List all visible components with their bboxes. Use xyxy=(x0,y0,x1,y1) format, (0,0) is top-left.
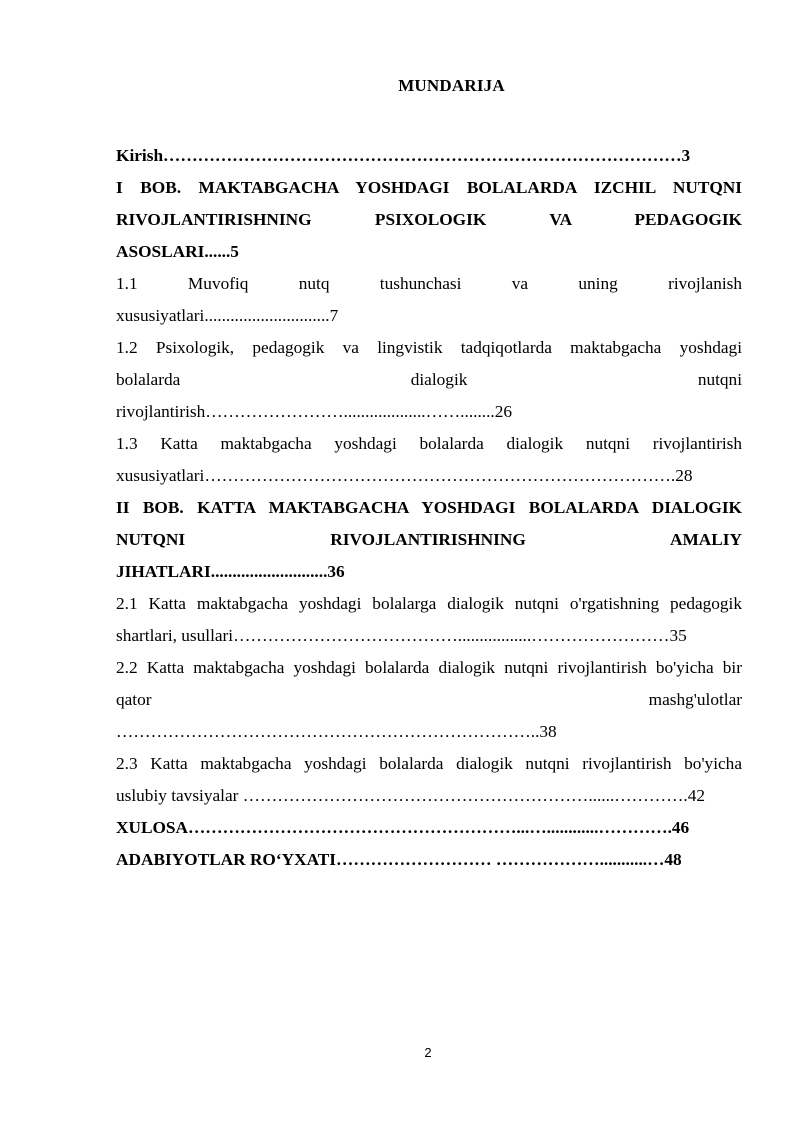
toc-text: rivojlantirish……………………...................……........26 xyxy=(116,402,513,421)
toc-text: qator mashg'ulotlar xyxy=(116,690,742,709)
toc-text: JIHATLARI...........................36 xyxy=(116,562,345,581)
toc-entry-xulosa xyxy=(116,812,742,844)
toc-text: bolalarda dialogik nutqni xyxy=(116,370,742,389)
toc-entry-1-2 xyxy=(116,332,742,428)
toc-text: 1.2 Psixologik, pedagogik va lingvistik tadqiqotlarda maktabgacha yoshdagi xyxy=(116,338,742,357)
toc-text: II BOB. KATTA MAKTABGACHA YOSHDAGI BOLALARDA DIALOGIK xyxy=(116,498,742,517)
toc-text: ADABIYOTLAR RO‘YXATI……………………… ………………...........…48 xyxy=(116,850,682,869)
toc-text: ASOSLARI......5 xyxy=(116,242,239,261)
toc-entry-chapter-2 xyxy=(116,492,742,588)
toc-text: shartlari, usullari………………………………….................……………………35 xyxy=(116,626,687,645)
toc-text: xususiyatlari.............................7 xyxy=(116,306,339,325)
toc-text: Kirish………………………………………………………………………………3 xyxy=(116,146,691,165)
toc-text: 2.1 Katta maktabgacha yoshdagi bolalarga dialogik nutqni o'rgatishning pedagogik xyxy=(116,594,742,613)
page-title: MUNDARIJA xyxy=(398,76,505,95)
toc-entry-adabiyotlar xyxy=(116,844,742,876)
toc-text: 1.3 Katta maktabgacha yoshdagi bolalarda dialogik nutqni rivojlantirish xyxy=(116,434,742,453)
toc-text: xususiyatlari……………………………………………………………………….28 xyxy=(116,466,693,485)
toc-entry-kirish xyxy=(116,140,742,172)
toc-text: NUTQNI RIVOJLANTIRISHNING AMALIY xyxy=(116,530,742,549)
toc-entry-chapter-1 xyxy=(116,172,742,268)
toc-text: RIVOJLANTIRISHNING PSIXOLOGIK VA PEDAGOGIK xyxy=(116,210,742,229)
toc-text: I BOB. MAKTABGACHA YOSHDAGI BOLALARDA IZCHIL NUTQNI xyxy=(116,178,742,197)
toc-entry-2-3 xyxy=(116,748,742,812)
toc-text: 2.3 Katta maktabgacha yoshdagi bolalarda dialogik nutqni rivojlantirish bo'yicha xyxy=(116,754,742,773)
toc-entry-1-1 xyxy=(116,268,742,332)
toc-text: ………………………………………………………………..38 xyxy=(116,722,557,741)
toc-entry-2-2 xyxy=(116,652,742,748)
table-of-contents xyxy=(116,140,742,876)
page-number: 2 xyxy=(424,1045,432,1060)
toc-entry-1-3 xyxy=(116,428,742,492)
toc-text: 2.2 Katta maktabgacha yoshdagi bolalarda dialogik nutqni rivojlantirish bo'yicha bir xyxy=(116,658,742,677)
toc-text: XULOSA…………………………………………………...…............………….46 xyxy=(116,818,690,837)
toc-text: uslubiy tavsiyalar ……………………………………………………......………….42 xyxy=(116,786,705,805)
toc-text: 1.1 Muvofiq nutq tushunchasi va uning rivojlanish xyxy=(116,274,742,293)
toc-entry-2-1 xyxy=(116,588,742,652)
